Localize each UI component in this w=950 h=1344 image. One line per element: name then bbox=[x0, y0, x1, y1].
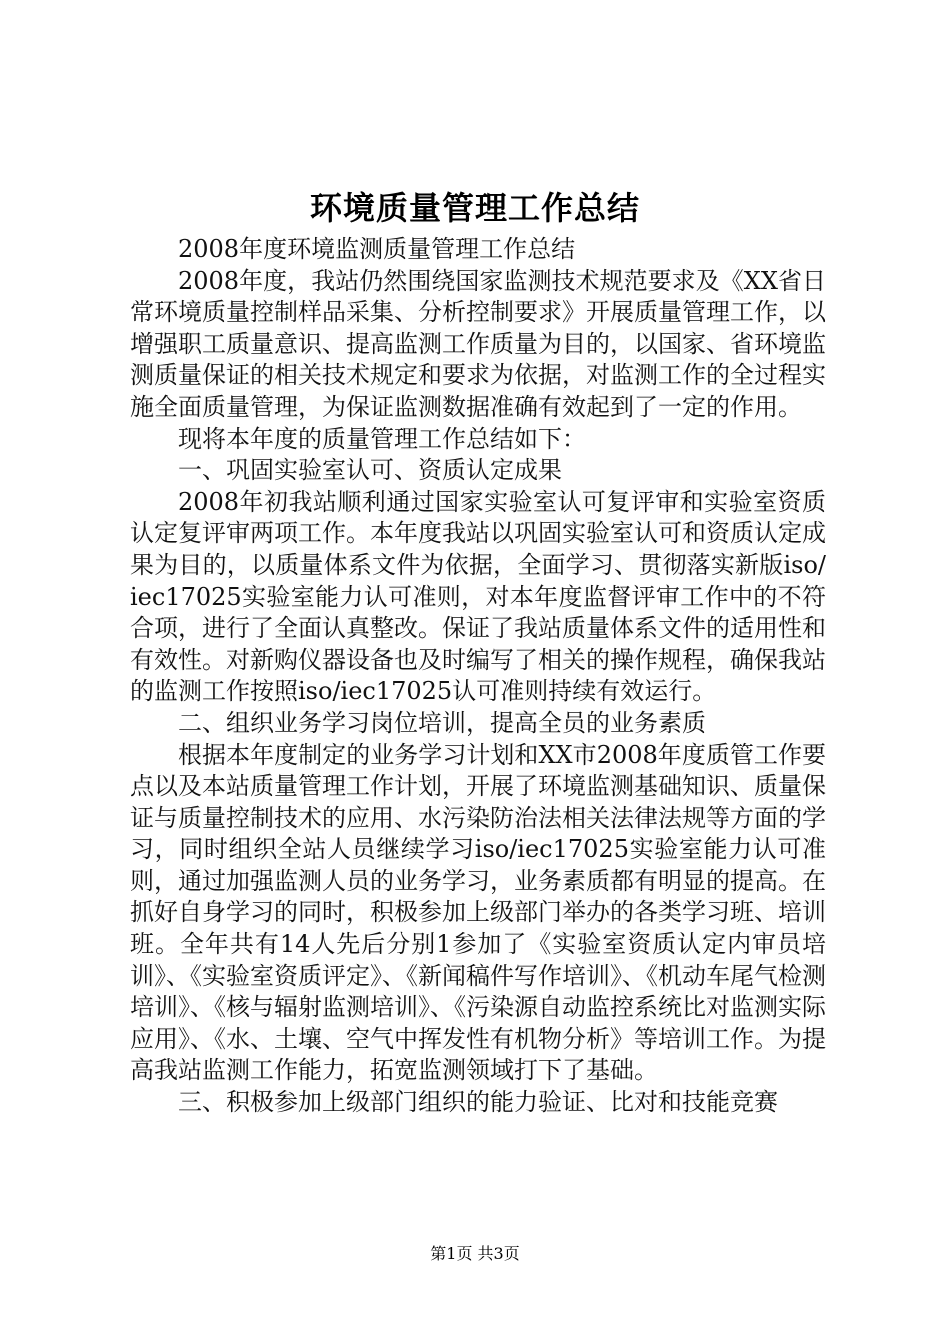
document-title: 环境质量管理工作总结 bbox=[309, 189, 640, 227]
document-body bbox=[130, 234, 826, 1119]
paragraph-section-2: 根据本年度制定的业务学习计划和XX市2008年度质管工作要点以及本站质量管理工作计划，开展了环境监测基础知识、质量保证与质量控制技术的应用、水污染防治法相关法律法规等方面的学习，同时组织全站人员继续学习iso/iec17025实验室能力认可准则，通过加强监测人员的业务学习，业务素质都有明显的提高。在抓好自身学习的同时，积极参加上级部门举办的各类学习班、培训班。全年共有14人先后分别1参加了《实验室资质认定内审员培训》、《实验室资质评定》、《新闻稿件写作培训》、《机动车尾气检测培训》、《核与辐射监测培训》、《污染源自动监控系统比对监测实际应用》、《水、土壤、空气中挥发性有机物分析》等培训工作。为提高我站监测工作能力，拓宽监测领域打下了基础。 bbox=[130, 740, 826, 1085]
page-footer: 第1页 共3页 bbox=[430, 1244, 520, 1263]
paragraph-subtitle: 2008年度环境监测质量管理工作总结 bbox=[178, 235, 576, 263]
paragraph-summary-lead: 现将本年度的质量管理工作总结如下： bbox=[178, 424, 586, 453]
paragraph-section-1: 2008年初我站顺利通过国家实验室认可复评审和实验室资质认定复评审两项工作。本年度我站以巩固实验室认可和资质认定成果为目的，以质量体系文件为依据，全面学习、贯彻落实新版iso/iec17025实验室能力认可准则，对本年度监督评审工作中的不符合项，进行了全面认真整改。保证了我站质量体系文件的适用性和有效性。对新购仪器设备也及时编写了相关的操作规程，确保我站的监测工作按照iso/iec17025认可准则持续有效运行。 bbox=[130, 487, 826, 706]
section-heading-3: 三、积极参加上级部门组织的能力验证、比对和技能竞赛 bbox=[178, 1088, 778, 1117]
section-heading-2: 二、组织业务学习岗位培训，提高全员的业务素质 bbox=[178, 708, 706, 737]
paragraph-intro: 2008年度，我站仍然围绕国家监测技术规范要求及《XX省日常环境质量控制样品采集、分析控制要求》开展质量管理工作，以增强职工质量意识、提高监测工作质量为目的，以国家、省环境监测质量保证的相关技术规定和要求为依据，对监测工作的全过程实施全面质量管理，为保证监测数据准确有效起到了一定的作用。 bbox=[130, 266, 826, 421]
section-heading-1: 一、巩固实验室认可、资质认定成果 bbox=[178, 456, 562, 485]
